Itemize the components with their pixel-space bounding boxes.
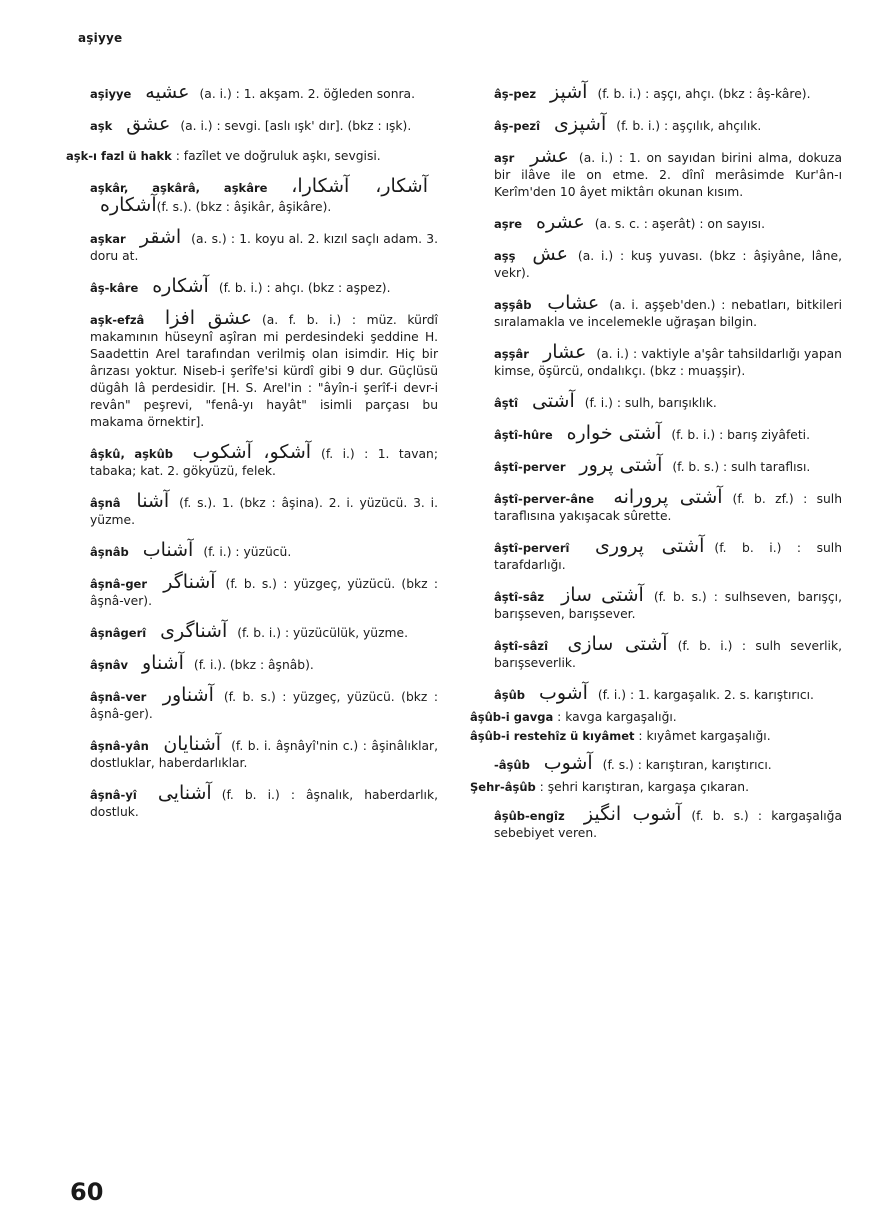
entry-definition: (f. i.) : yüzücü. — [203, 545, 292, 559]
dictionary-entry — [470, 803, 843, 842]
entry-definition: (f. i.). (bkz : âşnâb). — [193, 658, 314, 672]
entry-headword: âştî-hûre — [494, 428, 553, 442]
entry-definition: (a. i. aşşeb'den.) : nebatları, bitkileri sıralamakla ve incelemekle uğraşan bilgin. — [494, 298, 842, 329]
entry-arabic-script: آشناگرى — [160, 620, 228, 642]
dictionary-entry — [66, 441, 438, 480]
entry-arabic-script: آشوب — [538, 682, 588, 704]
entry-headword: âştî — [494, 396, 519, 410]
entry-arabic-script: عشيه — [145, 81, 190, 103]
entry-definition: (f. b. zf.) : sulh taraflısına yakışacak sûrette. — [494, 492, 842, 523]
entry-headword: -âşûb — [494, 758, 530, 772]
dictionary-entry — [470, 211, 842, 233]
entry-definition: (a. i.) : vaktiyle a'şâr tahsildarlığı yapan kimse, öşürcü, ondalıkçı. (bkz : muaşşir). — [494, 347, 842, 378]
entry-definition: : kavga kargaşalığı. — [557, 710, 677, 724]
entry-headword: âşûb-i restehîz ü kıyâmet — [470, 729, 635, 743]
entry-definition: (a. i.) : kuş yuvası. (bkz : âşiyâne, lâne, vekr). — [494, 249, 842, 280]
entry-arabic-script: آشتى پرورانه — [613, 486, 723, 508]
entry-headword: aşş — [494, 249, 516, 263]
page-number: 60 — [70, 1178, 104, 1206]
entry-headword: âşûb-engîz — [494, 809, 565, 823]
entry-headword: âş-kâre — [90, 281, 139, 295]
dictionary-entry — [470, 633, 842, 672]
dictionary-entry — [470, 341, 842, 380]
entry-arabic-script: آشناور — [162, 684, 214, 706]
entry-headword: âşnâb — [90, 545, 129, 559]
entry-headword: âşnâ-yân — [90, 739, 149, 753]
entry-headword: Şehr-âşûb — [470, 780, 536, 794]
entry-headword: âşûb — [494, 688, 526, 702]
entry-arabic-script: آشنايى — [157, 782, 212, 804]
entry-arabic-script: عش — [532, 243, 568, 265]
entry-definition: (f. b. i.) : âşnalık, haberdarlık, dostluk. — [90, 788, 438, 819]
entry-definition: (a. s. c. : aşerât) : on sayısı. — [594, 217, 766, 231]
entry-definition: (f. b. s.) : kargaşalığa sebebiyet veren. — [494, 809, 843, 840]
entry-headword: aşr — [494, 151, 515, 165]
entry-headword: âşûb-i gavga — [470, 710, 554, 724]
entry-definition: (f. b. i.) : sulh tarafdarlığı. — [494, 541, 842, 572]
entry-arabic-script: آشتى خواره — [566, 422, 662, 444]
entry-definition: (a. i.) : sevgi. [aslı ışk' dır]. (bkz : ışk). — [180, 119, 412, 133]
entry-arabic-script: آشپز — [550, 81, 588, 103]
entry-definition: (f. i.) : sulh, barışıklık. — [584, 396, 717, 410]
entry-definition: : fazîlet ve doğruluk aşkı, sevgisi. — [175, 149, 381, 163]
entry-definition: (f. s.) : karıştıran, karıştırıcı. — [602, 758, 772, 772]
dictionary-entry — [470, 145, 843, 201]
entry-definition: (a. f. b. i.) : müz. kürdî makamının hüseynî aşîran mi perdesindeki şeddine H. Saadettin Arel tarafından verilmiş olan isimdir. Hiç bir ârızası yoktur. Niseb-i şerîfe'si kürdî gibi 9 dur. Güçlüsü dügâh lâ perdesidir. [H. S. Arel'in : "âyîn-i şerîf-i devr-i revân" peşrevi, "fenâ-yı hayât" isimli parçası bu makama örnektir]. — [90, 313, 438, 429]
dictionary-entry — [470, 752, 842, 774]
entry-headword: aşk — [90, 119, 113, 133]
entry-arabic-script: اشقر — [139, 226, 182, 248]
entry-definition: (f. b. i.) : aşçı, ahçı. (bkz : âş-kâre). — [597, 87, 811, 101]
entry-definition: (a. s.) : 1. koyu al. 2. kızıl saçlı adam. 3. doru at. — [90, 232, 438, 263]
entry-headword: aşre — [494, 217, 523, 231]
entry-arabic-script: آشتى سازى — [567, 633, 668, 655]
entry-headword: aşk-efzâ — [90, 313, 145, 327]
dictionary-entry — [470, 535, 842, 574]
dictionary-entry — [66, 782, 438, 821]
dictionary-entry — [470, 81, 842, 103]
entry-arabic-script: عشق — [126, 113, 171, 135]
entry-headword: âş-pez — [494, 87, 537, 101]
dictionary-entry — [66, 81, 438, 103]
dictionary-entry — [470, 779, 842, 796]
dictionary-entry — [470, 292, 842, 331]
running-header: aşiyye — [78, 31, 123, 45]
dictionary-entry — [66, 684, 438, 723]
dictionary-entry — [66, 226, 438, 265]
entry-arabic-script: آشتى ساز — [561, 584, 644, 606]
entry-arabic-script: عشق افزا — [164, 307, 252, 329]
entry-arabic-script: آشتى پرور — [579, 454, 663, 476]
entry-arabic-script: آشناگر — [163, 571, 216, 593]
right-column — [470, 81, 843, 855]
entry-headword: aşiyye — [90, 87, 132, 101]
entry-arabic-script: آشكو، آشكوب — [192, 441, 312, 463]
entry-arabic-script: عشاب — [547, 292, 600, 314]
entry-definition: (f. s.). (bkz : âşikâr, âşikâre). — [156, 200, 332, 214]
entry-headword: âşnâ-ger — [90, 577, 148, 591]
entry-arabic-script: عشره — [536, 211, 585, 233]
entry-headword: âştî-perver — [494, 460, 566, 474]
dictionary-entry — [66, 113, 438, 135]
dictionary-entry — [66, 571, 438, 610]
entry-headword: âştî-sâz — [494, 590, 545, 604]
entry-arabic-script: آشوب انگيز — [583, 803, 682, 825]
entry-definition: (f. b. i. âşnâyî'nin c.) : âşinâlıklar, dostluklar, haberdarlıklar. — [90, 739, 438, 770]
entry-definition: (a. i.) : 1. on sayıdan birini alma, dokuza bir ilâve ile on etme. 2. dînî merâsimde Kur'ân-ı Kerîm'den 10 âyet miktârı okunan kısım. — [494, 151, 843, 199]
left-column — [66, 81, 438, 834]
entry-headword: âşnâ-yî — [90, 788, 137, 802]
entry-arabic-script: آشناب — [142, 539, 194, 561]
entry-headword: aşşâr — [494, 347, 529, 361]
entry-headword: âşkû, aşkûb — [90, 447, 174, 461]
entry-arabic-script: آشنا — [136, 490, 170, 512]
entry-definition: (f. b. i.) : aşçılık, ahçılık. — [616, 119, 762, 133]
dictionary-entry — [470, 682, 842, 704]
entry-definition: (f. b. s.) : sulh taraflısı. — [672, 460, 811, 474]
entry-headword: aşkâr, aşkârâ, aşkâre — [90, 181, 268, 195]
entry-arabic-script: آشكار، آشكارا، آشكاره — [100, 175, 428, 216]
entry-definition: (f. i.) : 1. kargaşalık. 2. s. karıştırıcı. — [597, 688, 814, 702]
dictionary-entry — [66, 275, 438, 297]
entry-definition: (f. b. s.) : yüzgeç, yüzücü. (bkz : âşnâ-ver). — [90, 577, 438, 608]
entry-definition: (f. b. i.) : sulh severlik, barışseverlik. — [494, 639, 842, 670]
entry-headword: aşşâb — [494, 298, 532, 312]
dictionary-entry — [470, 728, 842, 745]
dictionary-entry — [66, 175, 438, 216]
dictionary-entry — [66, 307, 438, 431]
dictionary-entry — [66, 539, 438, 561]
dictionary-entry — [470, 243, 842, 282]
entry-headword: âştî-perverî — [494, 541, 570, 555]
dictionary-entry — [66, 148, 438, 165]
entry-arabic-script: آشتى — [531, 390, 575, 412]
dictionary-entry — [470, 709, 842, 726]
entry-definition: (f. b. s.) : yüzgeç, yüzücü. (bkz : âşnâ-ger). — [90, 690, 438, 721]
entry-arabic-script: عشار — [543, 341, 587, 363]
entry-definition: (f. b. s.) : sulhseven, barışçı, barışseven, barışsever. — [494, 590, 842, 621]
entry-definition: (f. b. i.) : barış ziyâfeti. — [671, 428, 810, 442]
entry-arabic-script: عشر — [530, 145, 569, 167]
entry-arabic-script: آشوب — [543, 752, 593, 774]
entry-definition: : kıyâmet kargaşalığı. — [638, 729, 771, 743]
entry-headword: âştî-sâzî — [494, 639, 549, 653]
dictionary-entry — [66, 490, 438, 529]
entry-definition: (f. s.). 1. (bkz : âşina). 2. i. yüzücü. 3. i. yüzme. — [90, 496, 438, 527]
entry-arabic-script: آشنايان — [163, 733, 222, 755]
dictionary-entry — [66, 620, 438, 642]
dictionary-entry — [470, 113, 842, 135]
dictionary-entry — [66, 733, 438, 772]
entry-headword: âşnâ-ver — [90, 690, 147, 704]
entry-headword: aşk-ı fazl ü hakk — [66, 149, 172, 163]
entry-definition: : şehri karıştıran, kargaşa çıkaran. — [539, 780, 750, 794]
dictionary-entry — [470, 454, 842, 476]
entry-headword: âştî-perver-âne — [494, 492, 595, 506]
entry-definition: (f. b. i.) : ahçı. (bkz : aşpez). — [218, 281, 391, 295]
entry-arabic-script: آشتى پرورى — [594, 535, 705, 557]
entry-headword: âşnâ — [90, 496, 121, 510]
dictionary-entry — [470, 584, 842, 623]
entry-headword: âşnâv — [90, 658, 129, 672]
entry-definition: (f. b. i.) : yüzücülük, yüzme. — [237, 626, 409, 640]
entry-headword: âş-pezî — [494, 119, 541, 133]
entry-definition: (a. i.) : 1. akşam. 2. öğleden sonra. — [199, 87, 416, 101]
entry-headword: âşnâgerî — [90, 626, 147, 640]
dictionary-entry — [470, 486, 842, 525]
entry-arabic-script: آشناو — [141, 652, 184, 674]
entry-arabic-script: آشپزى — [553, 113, 607, 135]
entry-arabic-script: آشكاره — [152, 275, 209, 297]
dictionary-entry — [66, 652, 438, 674]
dictionary-entry — [470, 390, 842, 412]
dictionary-entry — [470, 422, 842, 444]
entry-definition: (f. i.) : 1. tavan; tabaka; kat. 2. gökyüzü, felek. — [90, 447, 438, 478]
entry-headword: aşkar — [90, 232, 126, 246]
